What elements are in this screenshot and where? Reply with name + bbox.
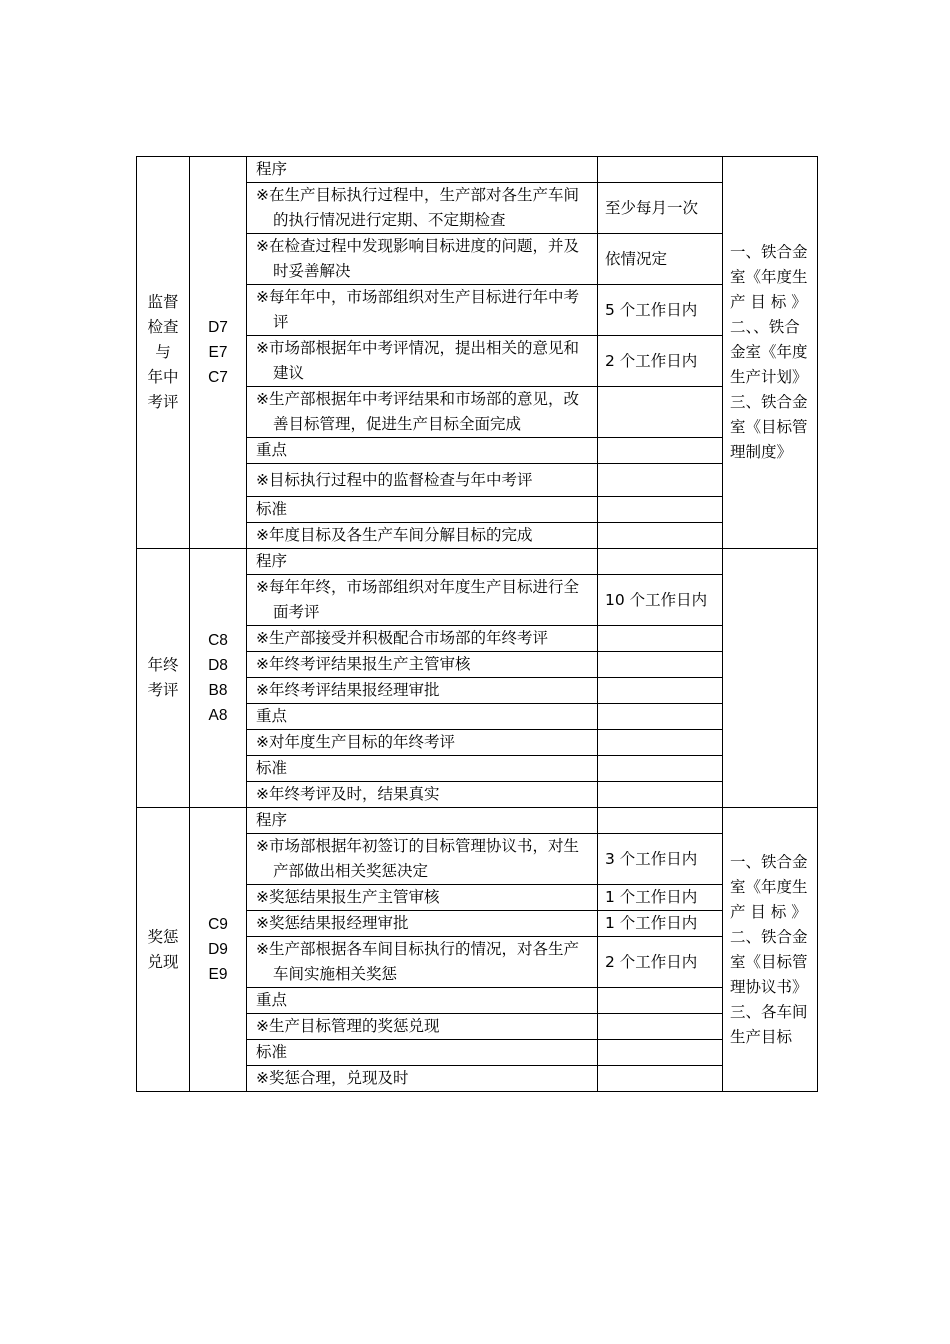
item-cell (247, 575, 598, 626)
step-code: B8 (208, 682, 228, 699)
item-text: 重点 (256, 441, 288, 459)
time-limit-cell (598, 652, 723, 678)
time-limit-cell (598, 157, 723, 183)
reference-line: 室《年度生 (730, 268, 808, 286)
reference-line: 三、各车间 (730, 1002, 808, 1021)
reference-line: 室《年度生 (730, 877, 808, 896)
time-limit-cell (598, 387, 723, 438)
time-limit-cell: 依情况定 (598, 234, 723, 285)
item-cell (247, 438, 598, 464)
item-text: ※在检查过程中发现影响目标进度的问题，并及时妥善解决 (256, 237, 579, 280)
table-body (137, 157, 818, 1092)
item-cell (247, 730, 598, 756)
step-code: D9 (208, 941, 228, 958)
reference-line: 一、铁合金 (730, 852, 808, 871)
item-text: ※生产部根据年中考评结果和市场部的意见，改善目标管理，促进生产目标全面完成 (256, 390, 579, 433)
item-text: ※年度目标及各生产车间分解目标的完成 (256, 526, 533, 544)
stage-line: 与 (155, 343, 171, 361)
stage-line: 监督 (147, 293, 179, 311)
item-cell (247, 1066, 598, 1092)
step-code: E9 (208, 966, 228, 983)
item-cell (247, 678, 598, 704)
step-code: D8 (208, 657, 228, 674)
stage-line: 考评 (147, 681, 179, 699)
item-text: ※奖惩合理，兑现及时 (256, 1069, 409, 1087)
time-limit-cell (598, 1040, 723, 1066)
time-limit-cell: 10 个工作日内 (598, 575, 723, 626)
time-limit-cell (598, 730, 723, 756)
table-row (137, 157, 818, 183)
item-text: ※生产部接受并积极配合市场部的年终考评 (256, 629, 548, 647)
step-code: C9 (208, 916, 228, 933)
step-code: C7 (208, 369, 228, 386)
item-cell (247, 911, 598, 937)
time-limit-cell: 1 个工作日内 (598, 885, 723, 911)
item-cell (247, 157, 598, 183)
item-cell (247, 1040, 598, 1066)
stage-line: 考评 (147, 393, 179, 411)
time-limit-cell (598, 808, 723, 834)
item-cell (247, 285, 598, 336)
step-code: A8 (208, 707, 228, 724)
time-limit-cell (598, 988, 723, 1014)
item-text: ※生产部根据各车间目标执行的情况，对各生产车间实施相关奖惩 (256, 940, 579, 983)
time-limit-cell: 2 个工作日内 (598, 937, 723, 988)
step-code: D7 (208, 319, 228, 336)
step-code: E7 (208, 344, 228, 361)
item-text: ※奖惩结果报经理审批 (256, 914, 409, 932)
item-cell (247, 808, 598, 834)
item-text: 程序 (256, 811, 288, 829)
reference-line: 二、、铁合 (730, 318, 800, 336)
item-text: 重点 (256, 991, 288, 1009)
reference-line: 一、铁合金 (730, 243, 808, 261)
item-text: ※生产目标管理的奖惩兑现 (256, 1017, 440, 1035)
item-text: ※市场部根据年初签订的目标管理协议书，对生产部做出相关奖惩决定 (256, 837, 579, 880)
reference-cell (723, 549, 818, 808)
item-text: ※年终考评及时，结果真实 (256, 785, 440, 803)
item-cell (247, 704, 598, 730)
item-cell (247, 652, 598, 678)
item-cell (247, 523, 598, 549)
item-cell (247, 234, 598, 285)
reference-line: 理协议书》 (730, 977, 808, 996)
item-cell (247, 464, 598, 497)
item-text: ※市场部根据年中考评情况，提出相关的意见和建议 (256, 339, 579, 382)
item-cell (247, 183, 598, 234)
stage-cell (137, 549, 190, 808)
time-limit-cell (598, 523, 723, 549)
reference-line: 生产目标 (730, 1027, 793, 1046)
reference-line: 三、铁合金 (730, 393, 808, 411)
reference-line: 生产计划》 (730, 368, 808, 386)
reference-line: 理制度》 (730, 443, 793, 461)
item-cell (247, 626, 598, 652)
item-cell (247, 782, 598, 808)
table-row (137, 549, 818, 575)
stage-line: 年中 (147, 368, 179, 386)
item-cell (247, 756, 598, 782)
time-limit-cell (598, 704, 723, 730)
stage-line: 奖惩 (147, 927, 179, 946)
item-text: 程序 (256, 552, 288, 570)
time-limit-cell (598, 678, 723, 704)
step-code: C8 (208, 632, 228, 649)
time-limit-cell (598, 497, 723, 523)
item-cell (247, 497, 598, 523)
reference-line: 室《目标管 (730, 952, 808, 971)
time-limit-cell: 至少每月一次 (598, 183, 723, 234)
stage-line: 检查 (147, 318, 179, 336)
item-text: ※每年年终，市场部组织对年度生产目标进行全面考评 (256, 578, 579, 621)
item-text: ※年终考评结果报生产主管审核 (256, 655, 471, 673)
time-limit-cell: 2 个工作日内 (598, 336, 723, 387)
code-cell (190, 808, 247, 1092)
time-limit-cell: 1 个工作日内 (598, 911, 723, 937)
time-limit-cell (598, 756, 723, 782)
item-text: ※年终考评结果报经理审批 (256, 681, 440, 699)
item-text: ※在生产目标执行过程中，生产部对各生产车间的执行情况进行定期、不定期检查 (256, 186, 579, 229)
item-text: ※对年度生产目标的年终考评 (256, 733, 455, 751)
time-limit-cell (598, 1014, 723, 1040)
time-limit-cell: 3 个工作日内 (598, 834, 723, 885)
time-limit-cell (598, 626, 723, 652)
item-text: ※奖惩结果报生产主管审核 (256, 888, 440, 906)
table-row (137, 808, 818, 834)
time-limit-cell (598, 1066, 723, 1092)
reference-line: 产 目 标 》 (730, 293, 807, 311)
code-cell (190, 549, 247, 808)
item-cell (247, 885, 598, 911)
reference-line: 金室《年度 (730, 343, 808, 361)
reference-cell (723, 157, 818, 549)
item-text: 重点 (256, 707, 288, 725)
reference-line: 二、铁合金 (730, 927, 808, 946)
time-limit-cell (598, 549, 723, 575)
reference-line: 室《目标管 (730, 418, 808, 436)
item-cell (247, 988, 598, 1014)
item-text: 标准 (256, 1043, 288, 1061)
stage-line: 兑现 (147, 952, 179, 971)
stage-line: 年终 (147, 656, 179, 674)
reference-line: 产 目 标 》 (730, 902, 807, 921)
time-limit-cell (598, 782, 723, 808)
item-text: ※每年年中，市场部组织对生产目标进行年中考评 (256, 288, 579, 331)
time-limit-cell (598, 438, 723, 464)
time-limit-cell: 5 个工作日内 (598, 285, 723, 336)
item-text: ※目标执行过程中的监督检查与年中考评 (256, 470, 533, 489)
item-cell (247, 387, 598, 438)
item-text: 程序 (256, 160, 288, 178)
code-cell (190, 157, 247, 549)
time-limit-cell (598, 464, 723, 497)
item-cell (247, 549, 598, 575)
process-table (136, 156, 818, 1092)
item-cell (247, 336, 598, 387)
reference-cell (723, 808, 818, 1092)
stage-cell (137, 157, 190, 549)
stage-cell (137, 808, 190, 1092)
item-cell (247, 937, 598, 988)
item-text: 标准 (256, 500, 288, 518)
item-text: 标准 (256, 759, 288, 777)
item-cell (247, 834, 598, 885)
item-cell (247, 1014, 598, 1040)
